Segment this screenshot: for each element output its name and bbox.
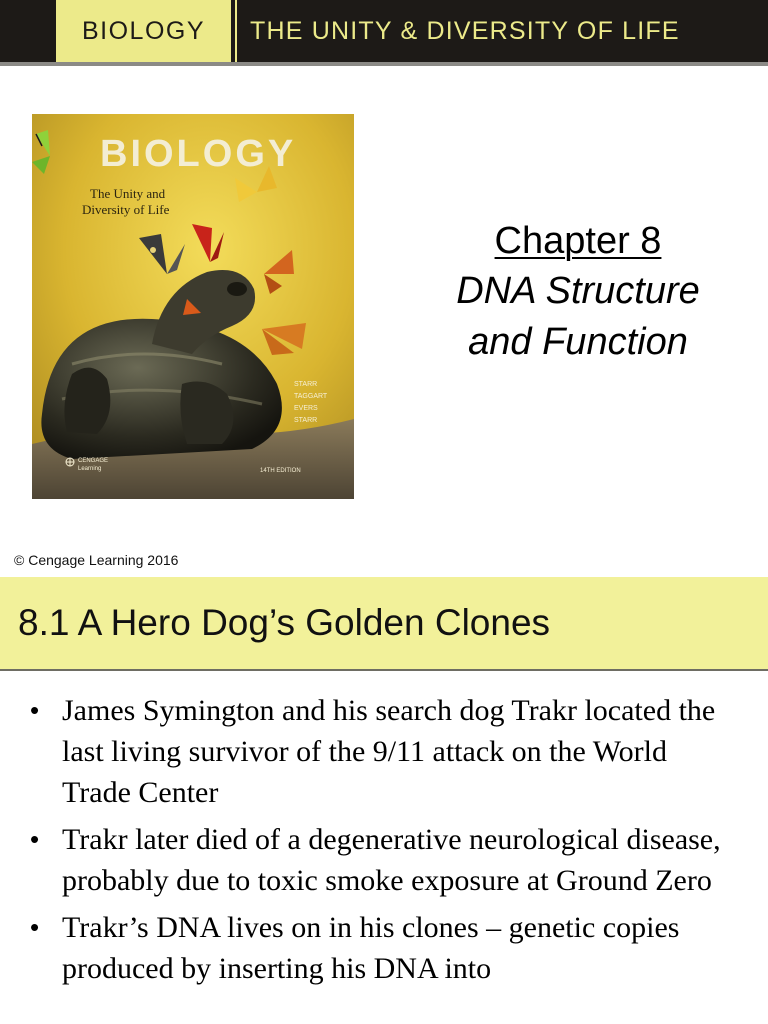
cover-publisher-line-1: CENGAGE [78,458,109,464]
chapter-title-line-1: DNA Structure [456,270,700,312]
bullet-text: Trakr’s DNA lives on in his clones – genetic copies produced by inserting his DNA into [62,911,680,985]
copyright-notice: © Cengage Learning 2016 [14,552,179,568]
header-biology-badge: BIOLOGY [56,0,231,62]
list-item [0,690,768,813]
list-item [0,907,768,989]
cover-title: BIOLOGY [100,133,297,175]
slide-header-bar [0,0,768,66]
header-subtitle: THE UNITY & DIVERSITY OF LIFE [250,16,680,45]
cover-publisher-line-2: Learning [78,466,102,472]
bullet-list [0,690,768,995]
bullet-icon: • [30,824,40,854]
chapter-title-line-2: and Function [468,321,688,363]
cover-author-4: STARR [294,417,318,424]
bullet-icon: • [30,912,40,942]
list-item [0,819,768,901]
cengage-logo-icon [66,458,74,466]
cover-author-3: EVERS [294,405,318,412]
cover-subtitle-line-1: The Unity and [90,186,166,201]
bullet-icon: • [30,695,40,725]
cover-edition: 14TH EDITION [260,468,301,474]
bullet-text: Trakr later died of a degenerative neurological disease, probably due to toxic smoke exposure at Ground Zero [62,823,721,897]
cover-author-2: TAGGART [294,393,328,400]
cover-author-1: STARR [294,381,318,388]
chapter-heading [420,216,736,368]
section-title-band [0,577,768,671]
section-title: 8.1 A Hero Dog’s Golden Clones [18,602,551,643]
chapter-number: Chapter 8 [494,220,662,262]
cover-subtitle-line-2: Diversity of Life [82,202,170,217]
bullet-text: James Symington and his search dog Trakr located the last living survivor of the 9/11 attack on the World Trade Center [62,694,716,809]
book-cover-image [32,114,354,499]
header-divider [235,0,237,62]
